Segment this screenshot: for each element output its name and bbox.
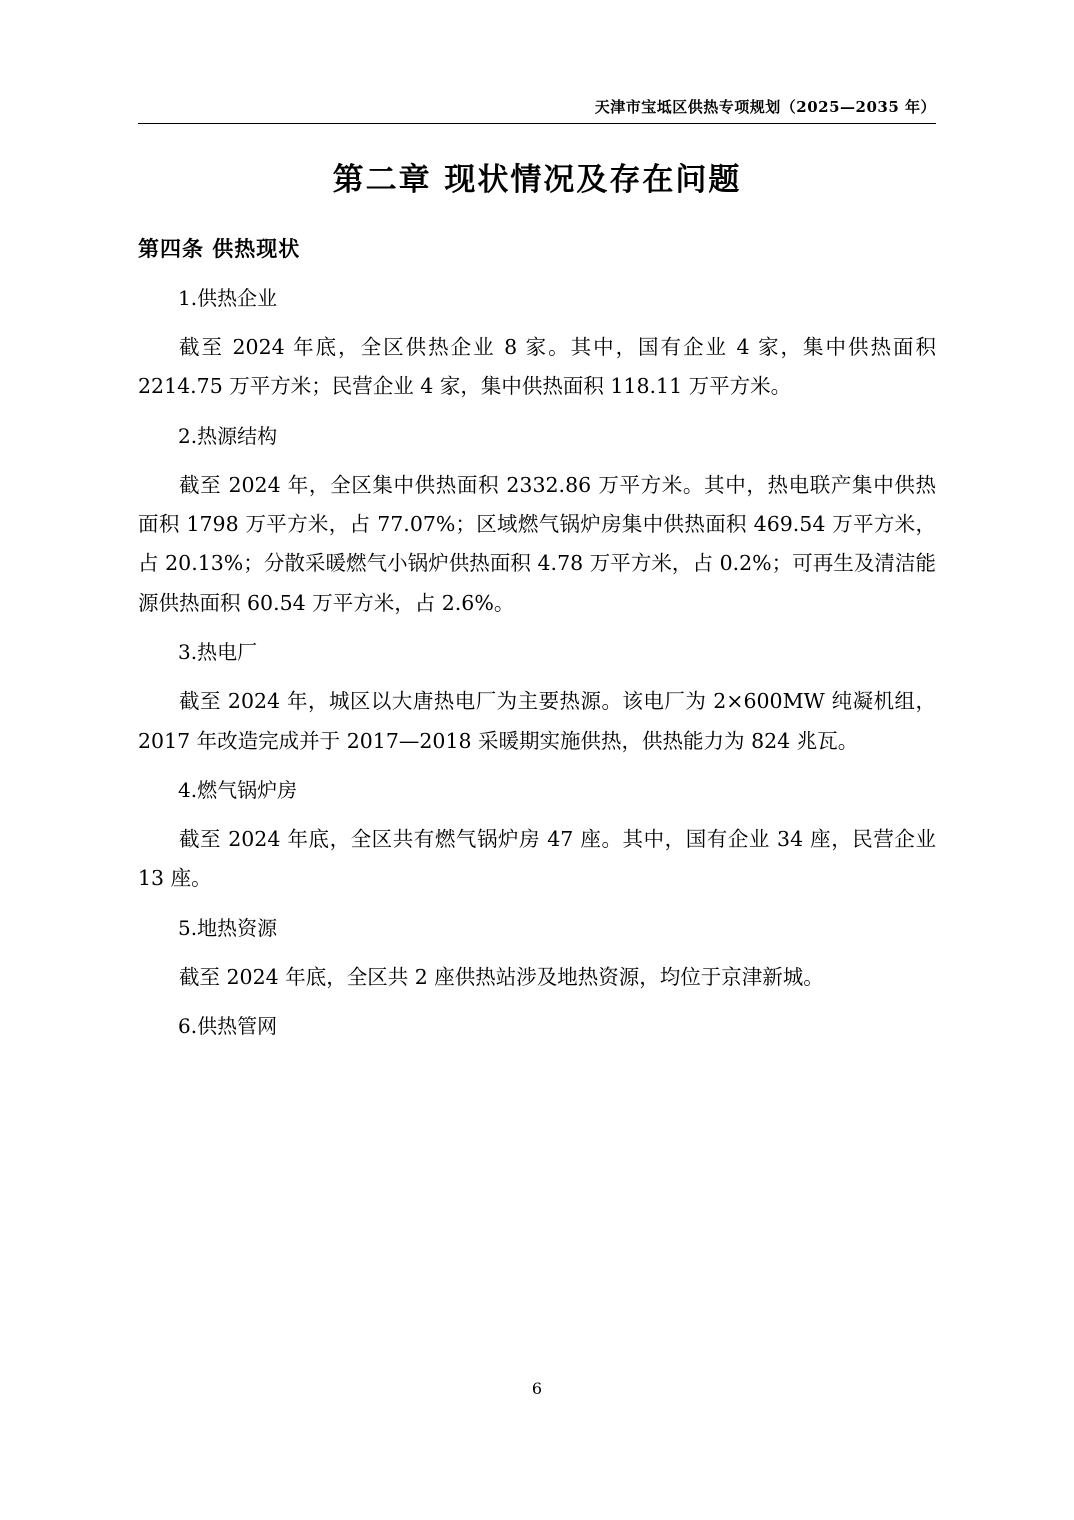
section-body-2: 截至 2024 年，全区集中供热面积 2332.86 万平方米。其中，热电联产集中供热面积 1798 万平方米，占 77.07%；区域燃气锅炉房集中供热面积 469.54 万平方米，占 20.13%；分散采暖燃气小锅炉供热面积 4.78 万平方米，占 0.2%；可再生及清洁能源供热面积 60.54 万平方米，占 2.6%。 xyxy=(138,472,936,615)
article-title: 第四条 供热现状 xyxy=(138,236,301,261)
running-header: 天津市宝坻区供热专项规划（2025—2035 年） xyxy=(594,98,936,116)
section-body-3: 截至 2024 年，城区以大唐热电厂为主要热源。该电厂为 2×600MW 纯凝机组，2017 年改造完成并于 2017—2018 采暖期实施供热，供热能力为 824 兆瓦。 xyxy=(138,689,936,753)
page-content xyxy=(138,96,936,1056)
section-body-1: 截至 2024 年底，全区供热企业 8 家。其中，国有企业 4 家，集中供热面积 2214.75 万平方米；民营企业 4 家，集中供热面积 118.11 万平方米。 xyxy=(138,335,936,399)
section-heading-3: 3.热电厂 xyxy=(178,640,258,665)
section-heading-1: 1.供热企业 xyxy=(178,286,278,310)
section-heading-4: 4.燃气锅炉房 xyxy=(178,777,298,802)
section-body-4: 截至 2024 年底，全区共有燃气锅炉房 47 座。其中，国有企业 34 座，民营企业 13 座。 xyxy=(138,826,936,891)
section-heading-2: 2.热源结构 xyxy=(178,423,278,448)
section-body-5: 截至 2024 年底，全区共 2 座供热站涉及地热资源，均位于京津新城。 xyxy=(179,964,824,989)
page-number: 6 xyxy=(531,1379,543,1398)
section-heading-6: 6.供热管网 xyxy=(178,1013,278,1038)
chapter-title: 第二章 现状情况及存在问题 xyxy=(332,162,742,198)
section-heading-5: 5.地热资源 xyxy=(178,915,278,940)
header-divider xyxy=(138,123,936,124)
